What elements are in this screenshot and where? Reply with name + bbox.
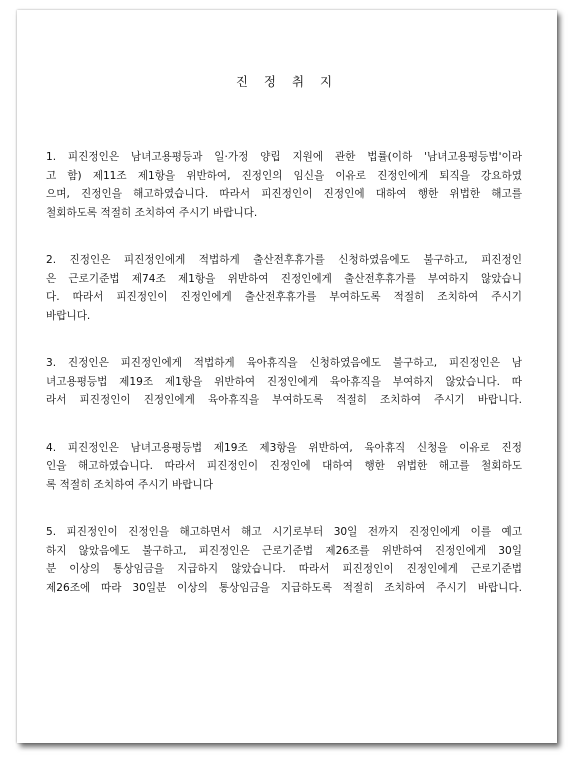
text-line: 으며, 진정인을 해고하였습니다. 따라서 피진정인이 진정인에 대하여 행한 위법한 해고를 <box>46 188 522 200</box>
text-line: 바랍니다. <box>46 309 91 322</box>
document-title: 진 정 취 지 <box>235 74 339 89</box>
text-line: 철회하도록 적절히 조치하여 주시기 바랍니다. <box>46 206 258 219</box>
text-line: 제26조에 따라 30일분 이상의 통상임금을 지급하도록 적절히 조치하여 주시기 바랍니다. <box>46 581 522 594</box>
text-line: 분 이상의 통상임금을 지급하지 않았습니다. 따라서 피진정인이 진정인에게 근로기준법 <box>46 563 522 575</box>
text-line: 다. 따라서 피진정인이 진정인에게 출산전후휴가를 부여하도록 적절히 조치하여 주시기 <box>46 291 522 303</box>
text-line: 녀고용평등법 제19조 제1항을 위반하여 진정인에게 육아휴직을 부여하지 않았습니다. 따 <box>46 375 522 388</box>
paragraph-2 <box>46 251 522 325</box>
text-line: 은 근로기준법 제74조 제1항을 위반하여 진정인에게 출산전후휴가를 부여하지 않았습니 <box>46 272 522 285</box>
text-line: 인을 해고하였습니다. 따라서 피진정인이 진정인에 대하여 행한 위법한 해고를 철회하도 <box>46 460 522 472</box>
paragraph-4 <box>46 439 522 495</box>
text-line: 3. 진정인은 피진정인에게 적법하게 육아휴직을 신청하였음에도 불구하고, 피진정인은 남 <box>46 357 522 369</box>
document-page <box>17 10 557 743</box>
text-line: 2. 진정인은 피진정인에게 적법하게 출산전후휴가를 신청하였음에도 불구하고, 피진정인 <box>46 254 522 266</box>
paragraph-5 <box>46 523 522 597</box>
text-line: 록 적절히 조치하여 주시기 바랍니다 <box>46 478 213 491</box>
text-line: 4. 피진정인은 남녀고용평등법 제19조 제3항을 위반하여, 육아휴직 신청을 이유로 진정 <box>46 441 522 454</box>
text-line: 1. 피진정인은 남녀고용평등과 일·가정 양립 지원에 관한 법률(이하 '남녀고용평등법'이라 <box>46 151 522 163</box>
text-line: 라서 피진정인이 진정인에게 육아휴직을 부여하도록 적절히 조치하여 주시기 바랍니다. <box>46 394 522 406</box>
paragraph-3 <box>46 354 522 410</box>
paragraph-1 <box>46 148 522 222</box>
text-line: 5. 피진정인이 진정인을 해고하면서 해고 시기로부터 30일 전까지 진정인에게 이를 예고 <box>46 526 522 538</box>
text-line: 고 함) 제11조 제1항을 위반하여, 진정인의 임신을 이유로 진정인에게 퇴직을 강요하였 <box>46 169 522 182</box>
text-line: 하지 않았음에도 불구하고, 피진정인은 근로기준법 제26조를 위반하여 진정인에게 30일 <box>46 544 522 557</box>
document-body <box>46 148 522 626</box>
